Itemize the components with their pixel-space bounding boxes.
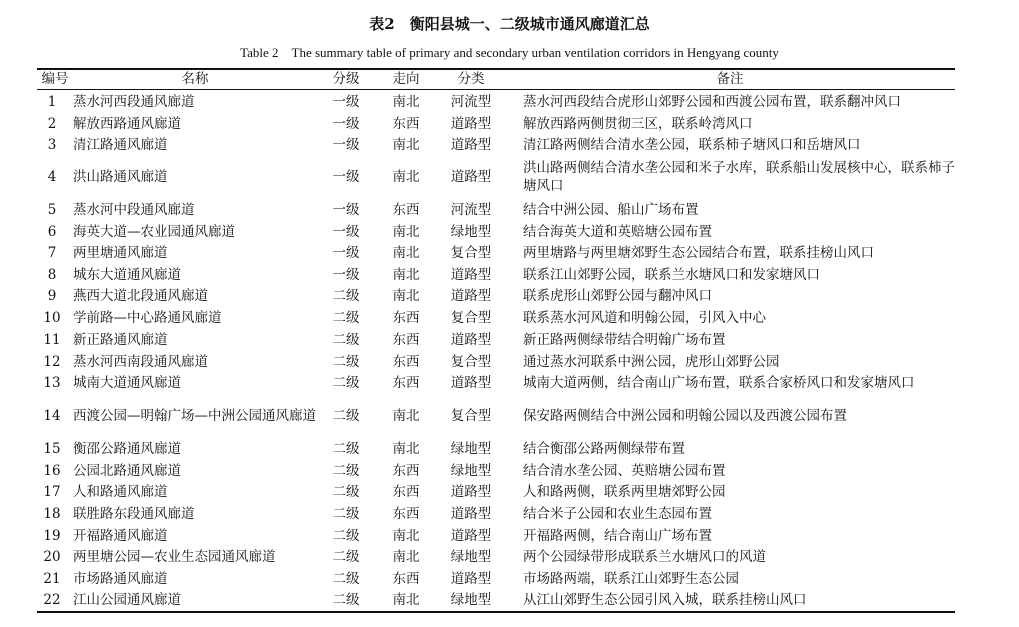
row-id: [37, 134, 67, 155]
row-note: [523, 307, 955, 328]
row-level: [318, 481, 374, 502]
row-note: [523, 156, 955, 198]
row-note: [523, 264, 955, 285]
row-name-text: 蒸水河中段通风廊道: [73, 201, 195, 218]
row-id-text: 21: [43, 570, 61, 587]
row-note: [523, 113, 955, 134]
row-id: [37, 156, 67, 198]
row-id-text: 4: [47, 169, 57, 185]
row-direction-text: 东西: [392, 353, 420, 370]
row-note-text: 通过蒸水河联系中洲公园，虎形山郊野公园: [523, 353, 780, 370]
row-direction: [382, 568, 430, 589]
row-type: [440, 199, 502, 220]
row-note: [523, 285, 955, 306]
row-type-text: 河流型: [450, 201, 492, 218]
row-level-text: 一级: [332, 244, 360, 261]
row-level-text: 二级: [332, 440, 360, 457]
row-direction: [382, 589, 430, 610]
row-note-text: 保安路两侧结合中洲公园和明翰公园以及西渡公园布置: [523, 408, 847, 424]
row-level: [318, 525, 374, 546]
table-row: [0, 91, 1019, 112]
table-row: [0, 113, 1019, 134]
row-name-text: 联胜路东段通风廊道: [73, 505, 195, 522]
table-row: [0, 134, 1019, 155]
row-type-text: 河流型: [450, 93, 492, 110]
row-id: [37, 460, 67, 481]
row-level-text: 二级: [332, 331, 360, 348]
row-note-text: 解放西路两侧贯彻三区，联系岭湾风口: [523, 115, 753, 132]
row-id-text: 19: [43, 527, 61, 544]
row-name-text: 蒸水河西南段通风廊道: [73, 353, 208, 370]
row-note: [523, 199, 955, 220]
row-id: [37, 438, 67, 459]
row-id: [37, 264, 67, 285]
row-type-text: 道路型: [450, 169, 492, 185]
row-level: [318, 285, 374, 306]
row-type: [440, 242, 502, 263]
row-type: [440, 372, 502, 394]
table-row: [0, 568, 1019, 589]
table-row: [0, 372, 1019, 394]
row-direction-text: 南北: [392, 591, 420, 608]
row-note: [523, 525, 955, 546]
table-row: [0, 395, 1019, 437]
row-name: [73, 307, 333, 328]
row-type: [440, 307, 502, 328]
table-row: [0, 481, 1019, 502]
row-id: [37, 199, 67, 220]
row-name: [73, 438, 333, 459]
row-name: [73, 264, 333, 285]
row-note-text: 结合中洲公园、船山广场布置: [523, 201, 699, 218]
row-id-text: 12: [43, 353, 61, 370]
row-note-text: 人和路两侧，联系两里塘郊野公园: [523, 483, 726, 500]
row-id-text: 8: [47, 266, 57, 283]
row-note: [523, 460, 955, 481]
row-direction-text: 南北: [392, 548, 420, 565]
row-name-text: 两里塘公园—农业生态园通风廊道: [73, 548, 276, 565]
row-type-text: 复合型: [450, 353, 492, 370]
table-row: [0, 351, 1019, 372]
row-name: [73, 156, 333, 198]
row-direction: [382, 199, 430, 220]
row-level: [318, 589, 374, 610]
row-direction-text: 南北: [392, 223, 420, 240]
row-id: [37, 242, 67, 263]
row-id: [37, 307, 67, 328]
row-id-text: 20: [43, 548, 61, 565]
row-level: [318, 156, 374, 198]
row-note-text: 开福路两侧，结合南山广场布置: [523, 527, 712, 544]
row-name: [73, 329, 333, 350]
row-type-text: 道路型: [450, 115, 492, 132]
row-name: [73, 589, 333, 610]
row-type-text: 道路型: [450, 570, 492, 587]
row-type-text: 道路型: [450, 505, 492, 522]
row-level: [318, 134, 374, 155]
row-direction: [382, 221, 430, 242]
table-header-rule: [37, 89, 955, 90]
row-id: [37, 372, 67, 394]
row-direction-text: 南北: [392, 169, 420, 185]
row-note-text: 结合清水垄公园、英赔塘公园布置: [523, 462, 726, 479]
row-direction: [382, 285, 430, 306]
row-name: [73, 395, 333, 437]
row-type: [440, 351, 502, 372]
row-name: [73, 546, 333, 567]
row-direction: [382, 134, 430, 155]
row-direction-text: 南北: [392, 136, 420, 153]
row-note: [523, 329, 955, 350]
row-direction-text: 东西: [392, 462, 420, 479]
row-level-text: 一级: [332, 169, 360, 185]
row-name: [73, 372, 333, 394]
row-id-text: 10: [43, 309, 61, 326]
row-level: [318, 242, 374, 263]
row-direction: [382, 503, 430, 524]
row-level: [318, 221, 374, 242]
row-direction: [382, 264, 430, 285]
table-row: [0, 438, 1019, 459]
row-note: [523, 395, 955, 437]
row-note-text: 城南大道两侧，结合南山广场布置，联系合家桥风口和发家塘风口: [523, 375, 915, 391]
row-level: [318, 372, 374, 394]
row-direction-text: 东西: [392, 483, 420, 500]
row-id-text: 7: [47, 244, 57, 261]
row-type-text: 道路型: [450, 527, 492, 544]
row-direction: [382, 351, 430, 372]
row-level-text: 二级: [332, 591, 360, 608]
row-note-text: 蒸水河西段结合虎形山郊野公园和西渡公园布置，联系翻冲风口: [523, 93, 901, 110]
row-type-text: 道路型: [450, 136, 492, 153]
row-id-text: 22: [43, 591, 61, 608]
row-note-text: 结合海英大道和英赔塘公园布置: [523, 223, 712, 240]
row-type-text: 复合型: [450, 309, 492, 326]
row-note-text: 市场路两端，联系江山郊野生态公园: [523, 570, 739, 587]
row-name-text: 两里塘通风廊道: [73, 244, 168, 261]
row-level: [318, 351, 374, 372]
row-direction-text: 南北: [392, 287, 420, 304]
table-row: [0, 589, 1019, 610]
row-name-text: 人和路通风廊道: [73, 483, 168, 500]
row-direction: [382, 372, 430, 394]
row-id-text: 3: [47, 136, 57, 153]
row-type: [440, 91, 502, 112]
row-level: [318, 395, 374, 437]
row-id: [37, 285, 67, 306]
row-level: [318, 199, 374, 220]
row-id-text: 18: [43, 505, 61, 522]
row-id-text: 2: [47, 115, 57, 132]
row-name: [73, 525, 333, 546]
row-id: [37, 589, 67, 610]
row-note-text: 联系江山郊野公园，联系兰水塘风口和发家塘风口: [523, 266, 820, 283]
row-level: [318, 438, 374, 459]
row-name-text: 燕西大道北段通风廊道: [73, 287, 208, 304]
row-note: [523, 372, 955, 394]
row-level: [318, 264, 374, 285]
row-name: [73, 134, 333, 155]
row-type: [440, 156, 502, 198]
row-id-text: 13: [43, 375, 61, 391]
header-level: 分级: [332, 71, 360, 87]
row-type: [440, 589, 502, 610]
row-type-text: 复合型: [450, 408, 492, 424]
row-level: [318, 91, 374, 112]
row-level-text: 一级: [332, 136, 360, 153]
row-type-text: 绿地型: [450, 440, 492, 457]
row-type-text: 绿地型: [450, 223, 492, 240]
header-name: 名称: [181, 71, 209, 87]
row-id: [37, 395, 67, 437]
row-direction: [382, 460, 430, 481]
row-direction-text: 南北: [392, 440, 420, 457]
table-row: [0, 525, 1019, 546]
row-note: [523, 221, 955, 242]
row-type-text: 复合型: [450, 244, 492, 261]
row-level-text: 二级: [332, 505, 360, 522]
row-note-text: 从江山郊野生态公园引风入城，联系挂榜山风口: [523, 591, 807, 608]
row-id-text: 15: [43, 440, 61, 457]
row-note: [523, 546, 955, 567]
row-direction-text: 南北: [392, 527, 420, 544]
row-level: [318, 568, 374, 589]
row-id: [37, 503, 67, 524]
row-name: [73, 481, 333, 502]
row-id-text: 16: [43, 462, 61, 479]
row-name-text: 衡邵公路通风廊道: [73, 440, 181, 457]
table-title-english: Table 2 The summary table of primary and secondary urban ventilation corridors in Hengyang county: [240, 45, 779, 60]
row-note: [523, 351, 955, 372]
row-level-text: 二级: [332, 483, 360, 500]
row-id: [37, 351, 67, 372]
row-level-text: 一级: [332, 93, 360, 110]
row-direction-text: 东西: [392, 331, 420, 348]
row-type: [440, 113, 502, 134]
row-level: [318, 503, 374, 524]
row-name: [73, 351, 333, 372]
header-direction: 走向: [392, 71, 420, 87]
row-name-text: 新正路通风廊道: [73, 331, 168, 348]
row-note: [523, 242, 955, 263]
row-note: [523, 438, 955, 459]
row-id: [37, 113, 67, 134]
row-direction-text: 东西: [392, 570, 420, 587]
row-id: [37, 481, 67, 502]
row-direction-text: 东西: [392, 115, 420, 132]
table-row: [0, 329, 1019, 350]
row-id-text: 14: [43, 408, 61, 424]
row-direction: [382, 156, 430, 198]
row-direction-text: 东西: [392, 375, 420, 391]
header-id: 编号: [41, 71, 69, 87]
row-id: [37, 329, 67, 350]
row-direction: [382, 91, 430, 112]
row-type: [440, 134, 502, 155]
row-name-text: 洪山路通风廊道: [73, 169, 168, 185]
row-id-text: 5: [47, 201, 57, 218]
row-type: [440, 460, 502, 481]
row-type-text: 绿地型: [450, 548, 492, 565]
row-direction: [382, 307, 430, 328]
row-name: [73, 221, 333, 242]
row-id-text: 11: [43, 331, 61, 348]
row-id: [37, 221, 67, 242]
row-type: [440, 285, 502, 306]
row-name-text: 市场路通风廊道: [73, 570, 168, 587]
header-note: 备注: [716, 71, 744, 87]
row-id: [37, 525, 67, 546]
row-name-text: 蒸水河西段通风廊道: [73, 93, 195, 110]
row-type-text: 道路型: [450, 375, 492, 391]
row-name: [73, 113, 333, 134]
row-name: [73, 503, 333, 524]
row-direction: [382, 329, 430, 350]
row-type: [440, 438, 502, 459]
row-direction: [382, 481, 430, 502]
row-type-text: 道路型: [450, 331, 492, 348]
row-level: [318, 113, 374, 134]
row-note-text: 两里塘路与两里塘郊野生态公园结合布置，联系挂榜山风口: [523, 244, 874, 261]
row-direction: [382, 113, 430, 134]
row-direction-text: 东西: [392, 505, 420, 522]
row-level-text: 二级: [332, 287, 360, 304]
row-name-text: 江山公园通风廊道: [73, 591, 181, 608]
row-id-text: 17: [43, 483, 61, 500]
row-id: [37, 91, 67, 112]
row-type: [440, 221, 502, 242]
row-type-text: 道路型: [450, 287, 492, 304]
row-type: [440, 329, 502, 350]
row-id-text: 6: [47, 223, 57, 240]
row-level-text: 二级: [332, 462, 360, 479]
row-name-text: 公园北路通风廊道: [73, 462, 181, 479]
row-note: [523, 481, 955, 502]
row-type: [440, 546, 502, 567]
row-level-text: 一级: [332, 115, 360, 132]
header-type: 分类: [457, 71, 485, 87]
row-name: [73, 285, 333, 306]
row-note-text: 结合衡邵公路两侧绿带布置: [523, 440, 685, 457]
row-name: [73, 242, 333, 263]
row-type-text: 道路型: [450, 266, 492, 283]
row-name-text: 开福路通风廊道: [73, 527, 168, 544]
row-direction: [382, 525, 430, 546]
row-id-text: 1: [47, 93, 57, 110]
row-direction-text: 南北: [392, 93, 420, 110]
row-level: [318, 329, 374, 350]
table-row: [0, 460, 1019, 481]
row-note-text: 两个公园绿带形成联系兰水塘风口的风道: [523, 548, 766, 565]
row-id-text: 9: [47, 287, 57, 304]
row-type-text: 绿地型: [450, 591, 492, 608]
row-level-text: 二级: [332, 309, 360, 326]
row-type-text: 道路型: [450, 483, 492, 500]
row-note-text: 联系蒸水河风道和明翰公园，引风入中心: [523, 309, 766, 326]
row-note: [523, 134, 955, 155]
row-type-text: 绿地型: [450, 462, 492, 479]
row-note-text: 新正路两侧绿带结合明翰广场布置: [523, 331, 726, 348]
row-note: [523, 568, 955, 589]
row-direction-text: 南北: [392, 266, 420, 283]
row-name-text: 城东大道通风廊道: [73, 266, 181, 283]
row-name: [73, 460, 333, 481]
row-level-text: 一级: [332, 201, 360, 218]
row-type: [440, 525, 502, 546]
row-level-text: 二级: [332, 375, 360, 391]
row-direction: [382, 438, 430, 459]
table-title-chinese: 表2 衡阳县城一、二级城市通风廊道汇总: [369, 15, 650, 33]
row-direction-text: 东西: [392, 309, 420, 326]
row-id: [37, 546, 67, 567]
row-note-text: 联系虎形山郊野公园与翻冲风口: [523, 287, 712, 304]
row-level-text: 一级: [332, 223, 360, 240]
row-name: [73, 91, 333, 112]
table-row: [0, 242, 1019, 263]
row-type: [440, 503, 502, 524]
table-row: [0, 285, 1019, 306]
row-direction-text: 南北: [392, 244, 420, 261]
row-note-text: 结合米子公园和农业生态园布置: [523, 505, 712, 522]
row-direction-text: 东西: [392, 201, 420, 218]
row-note: [523, 503, 955, 524]
table-row: [0, 307, 1019, 328]
row-name-text: 解放西路通风廊道: [73, 115, 181, 132]
table-row: [0, 156, 1019, 198]
row-note: [523, 589, 955, 610]
row-direction: [382, 395, 430, 437]
row-level: [318, 546, 374, 567]
row-name-text: 清江路通风廊道: [73, 136, 168, 153]
table-bottom-rule: [37, 611, 955, 613]
row-level: [318, 307, 374, 328]
row-level-text: 二级: [332, 408, 360, 424]
row-name-text: 海英大道—农业园通风廊道: [73, 223, 235, 240]
row-level: [318, 460, 374, 481]
table-row: [0, 546, 1019, 567]
row-level-text: 二级: [332, 548, 360, 565]
table-row: [0, 221, 1019, 242]
row-id: [37, 568, 67, 589]
row-type: [440, 395, 502, 437]
table-row: [0, 503, 1019, 524]
row-direction: [382, 242, 430, 263]
row-note-text: 洪山路两侧结合清水垄公园和米子水库，联系船山发展核中心，联系柿子塘风口: [523, 160, 955, 194]
row-type: [440, 568, 502, 589]
row-note-text: 清江路两侧结合清水垄公园，联系柿子塘风口和岳塘风口: [523, 136, 861, 153]
row-type: [440, 481, 502, 502]
row-name: [73, 568, 333, 589]
table-row: [0, 264, 1019, 285]
row-name: [73, 199, 333, 220]
row-direction-text: 南北: [392, 408, 420, 424]
row-name-text: 西渡公园—明翰广场—中洲公园通风廊道: [73, 408, 316, 424]
row-note: [523, 91, 955, 112]
row-level-text: 二级: [332, 353, 360, 370]
row-name-text: 城南大道通风廊道: [73, 375, 181, 391]
row-name-text: 学前路—中心路通风廊道: [73, 309, 222, 326]
row-level-text: 二级: [332, 570, 360, 587]
row-type: [440, 264, 502, 285]
row-direction: [382, 546, 430, 567]
table-row: [0, 199, 1019, 220]
row-level-text: 一级: [332, 266, 360, 283]
row-level-text: 二级: [332, 527, 360, 544]
